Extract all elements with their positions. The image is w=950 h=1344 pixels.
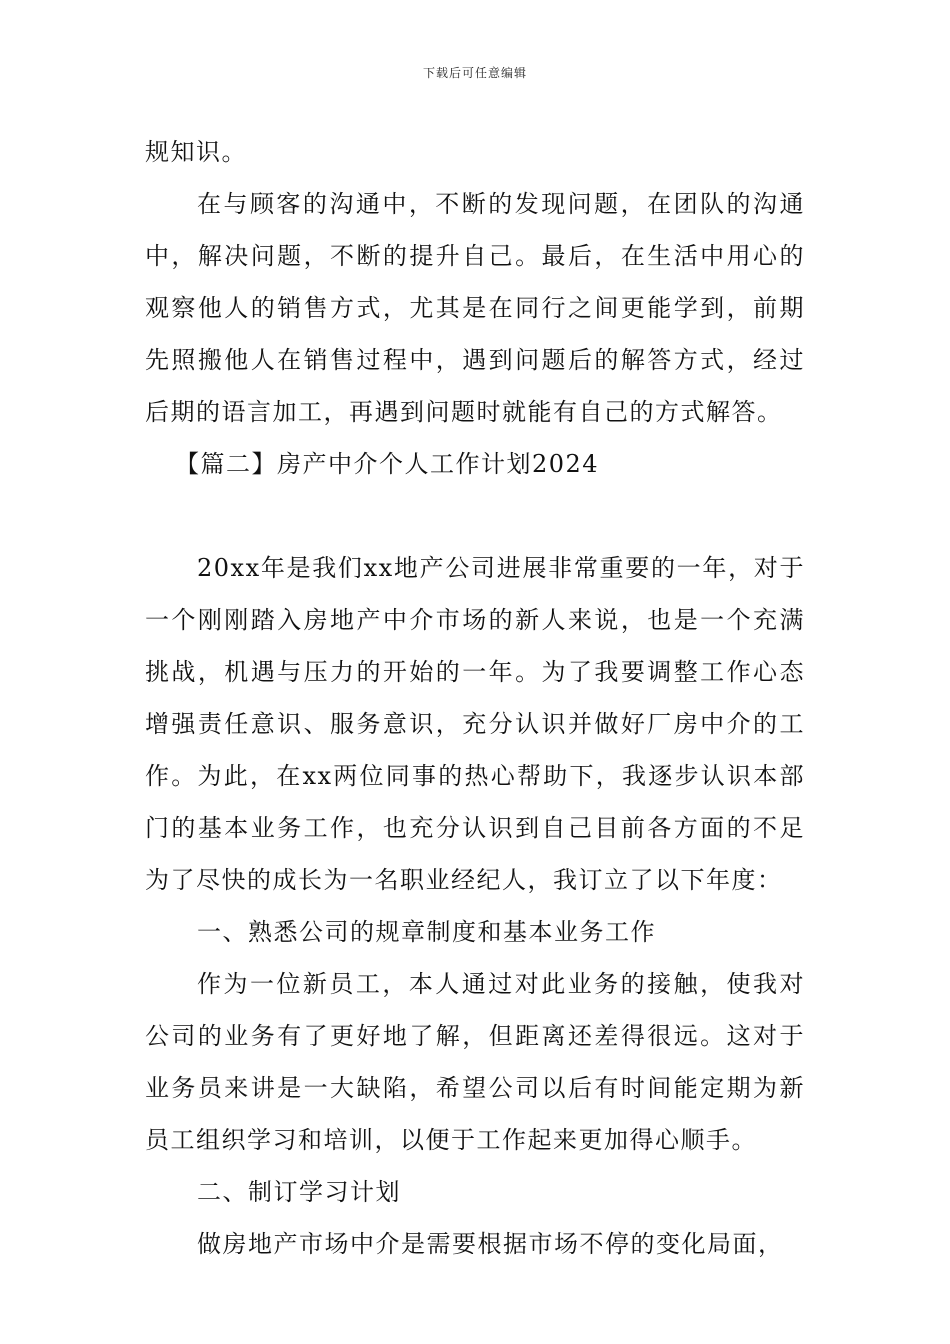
paragraph-communication: 在与顾客的沟通中，不断的发现问题，在团队的沟通中，解决问题，不断的提升自己。最后，在生活中用心的观察他人的销售方式，尤其是在同行之间更能学到，前期先照搬他人在销售过程中，遇到问题后的解答方式，经过后期的语言加工，再遇到问题时就能有自己的方式解答。 bbox=[145, 190, 805, 426]
heading-item-one: 一、熟悉公司的规章制度和基本业务工作 bbox=[197, 918, 656, 946]
paragraph-continuation: 规知识。 bbox=[145, 138, 247, 166]
heading-item-two: 二、制订学习计划 bbox=[197, 1178, 401, 1206]
paragraph-new-employee: 作为一位新员工，本人通过对此业务的接触，使我对公司的业务有了更好地了解，但距离还差得很远。这对于业务员来讲是一大缺陷，希望公司以后有时间能定期为新员工组织学习和培训，以便于工作起来更加得心顺手。 bbox=[145, 970, 805, 1154]
paragraph-market: 做房地产市场中介是需要根据市场不停的变化局面， bbox=[197, 1230, 784, 1258]
section-title-part-two: 【篇二】房产中介个人工作计划2024 bbox=[175, 450, 600, 478]
blank-line bbox=[145, 490, 805, 542]
document-body bbox=[145, 126, 805, 1270]
paragraph-intro-year: 20xx年是我们xx地产公司进展非常重要的一年，对于一个刚刚踏入房地产中介市场的新人来说，也是一个充满挑战，机遇与压力的开始的一年。为了我要调整工作心态增强责任意识、服务意识，充分认识并做好厂房中介的工作。为此，在xx两位同事的热心帮助下，我逐步认识本部门的基本业务工作，也充分认识到自己目前各方面的不足为了尽快的成长为一名职业经纪人，我订立了以下年度： bbox=[145, 554, 805, 894]
page-header: 下载后可任意编辑 bbox=[422, 66, 527, 80]
